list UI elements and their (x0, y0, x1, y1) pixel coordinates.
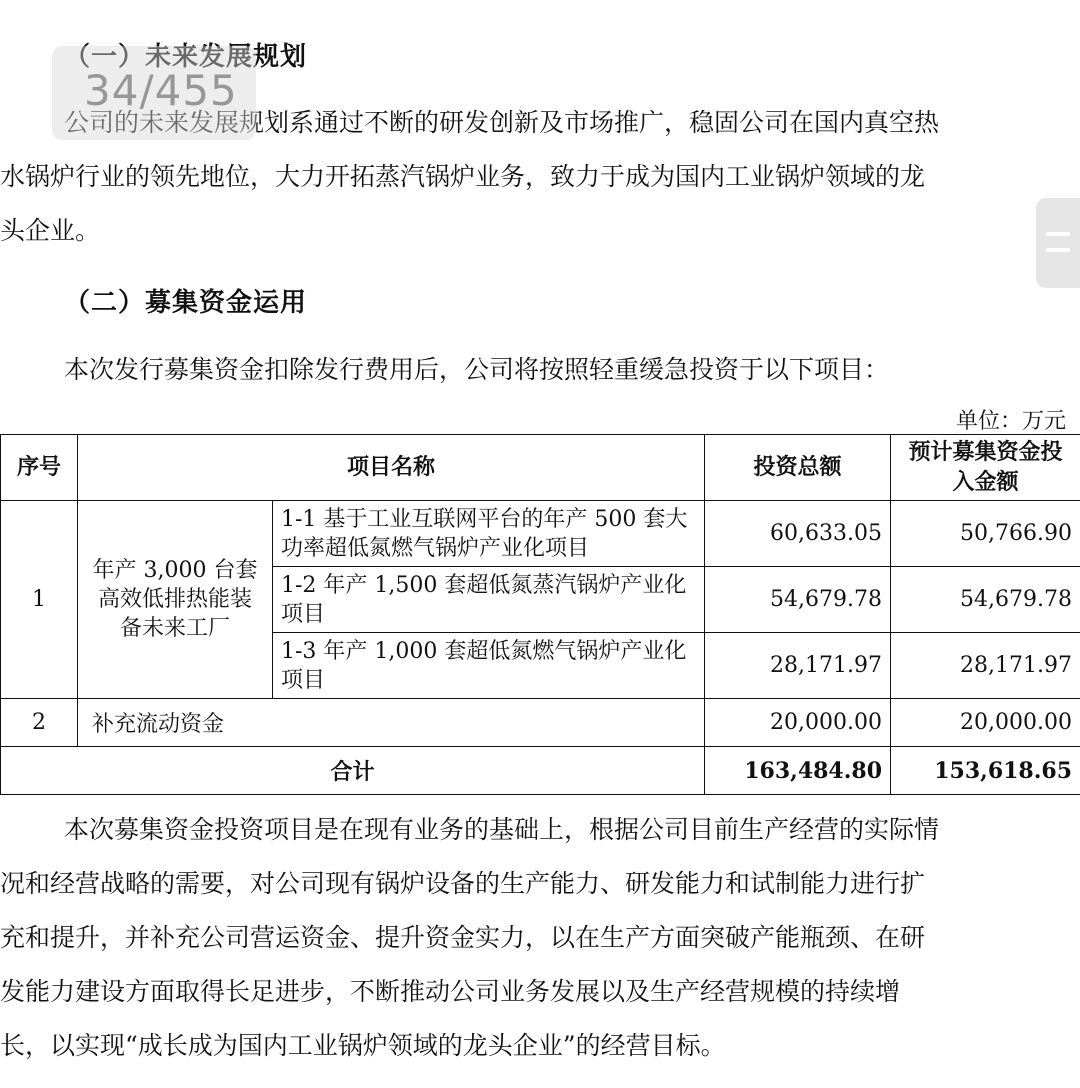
row-total: 20,000.00 (705, 699, 891, 747)
header-total: 投资总额 (705, 435, 891, 501)
scroll-handle[interactable] (1036, 198, 1080, 288)
sub-project-total: 28,171.97 (705, 633, 891, 699)
sub-project-total: 60,633.05 (705, 501, 891, 567)
intro-text: 本次发行募集资金扣除发行费用后，公司将按照轻重缓急投资于以下项目： (64, 355, 890, 384)
row-group-name: 年产 3,000 台套高效低排热能装备未来工厂 (78, 501, 273, 699)
unit-label: 单位：万元 (955, 409, 1066, 434)
sub-project-total: 54,679.78 (705, 567, 891, 633)
paragraph-line: 充和提升，并补充公司营运资金、提升资金实力，以在生产方面突破产能瓶颈、在研 (0, 923, 926, 952)
header-name: 项目名称 (78, 435, 705, 501)
table-sum-row (1, 747, 1080, 795)
sum-label: 合计 (1, 747, 705, 795)
handle-grip-icon (1046, 232, 1070, 236)
page-indicator: 34/455 (84, 66, 238, 115)
row-name: 补充流动资金 (78, 699, 705, 747)
header-raise: 预计募集资金投入金额 (891, 435, 1080, 501)
sub-project-name: 1-2 年产 1,500 套超低氮蒸汽锅炉产业化项目 (273, 567, 705, 633)
section-heading-fund-usage: （二）募集资金运用 (64, 288, 308, 318)
paragraph-line: 水锅炉行业的领先地位，大力开拓蒸汽锅炉业务，致力于成为国内工业锅炉领域的龙 (0, 162, 926, 191)
row-no: 2 (1, 699, 78, 747)
paragraph-line: 头企业。 (0, 216, 101, 245)
fund-usage-table (0, 434, 1080, 795)
paragraph-line: 发能力建设方面取得长足进步，不断推动公司业务发展以及生产经营规模的持续增 (0, 977, 901, 1006)
handle-grip-icon (1046, 248, 1070, 252)
header-no: 序号 (1, 435, 78, 501)
paragraph-line: 公司的未来发展规划系通过不断的研发创新及市场推广，稳固公司在国内真空热 (64, 108, 940, 137)
sub-project-name: 1-1 基于工业互联网平台的年产 500 套大功率超低氮燃气锅炉产业化项目 (273, 501, 705, 567)
table-row (1, 699, 1080, 747)
paragraph-line: 本次募集资金投资项目是在现有业务的基础上，根据公司目前生产经营的实际情 (64, 815, 940, 844)
table-header-row (1, 435, 1080, 501)
sub-project-raise: 28,171.97 (891, 633, 1080, 699)
table-row (1, 501, 1080, 567)
row-no: 1 (1, 501, 78, 699)
sub-project-raise: 54,679.78 (891, 567, 1080, 633)
section-heading-future-plan: （一）未来发展规划 (64, 42, 308, 72)
sum-total: 163,484.80 (705, 747, 891, 795)
sum-raise: 153,618.65 (891, 747, 1080, 795)
sub-project-raise: 50,766.90 (891, 501, 1080, 567)
row-raise: 20,000.00 (891, 699, 1080, 747)
paragraph-line: 长，以实现“成长成为国内工业锅炉领域的龙头企业”的经营目标。 (0, 1031, 726, 1060)
sub-project-name: 1-3 年产 1,000 套超低氮燃气锅炉产业化项目 (273, 633, 705, 699)
paragraph-line: 况和经营战略的需要，对公司现有锅炉设备的生产能力、研发能力和试制能力进行扩 (0, 869, 926, 898)
